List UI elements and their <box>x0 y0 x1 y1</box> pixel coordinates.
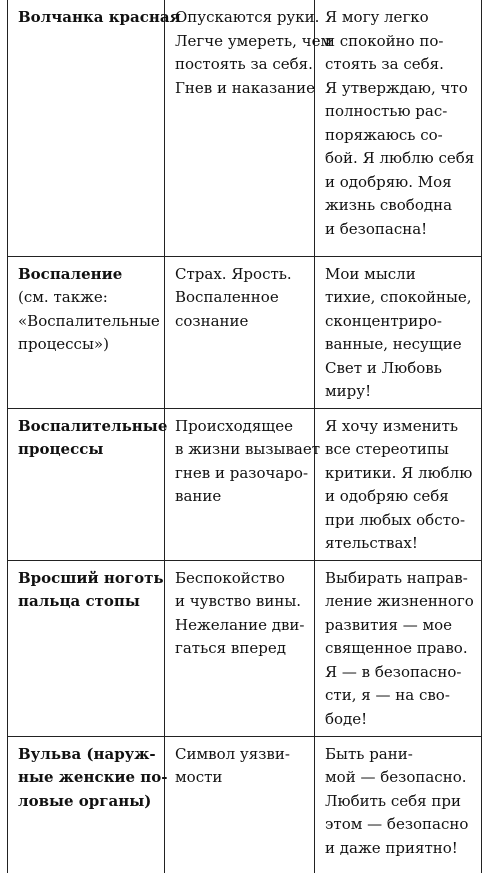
cause-text: Нежелание дви- <box>175 615 305 634</box>
affirmation-text: священное право. <box>325 639 468 657</box>
cause-cell <box>165 256 315 408</box>
cause-cell <box>165 560 315 736</box>
cause-text: мости <box>175 768 223 786</box>
affirmation-cell <box>315 0 482 256</box>
affirmation-text: и даже приятно! <box>325 838 458 857</box>
cause-text: гнев и разочаро- <box>175 463 309 482</box>
affirmation-text: Я — в безопасно- <box>325 662 462 681</box>
table-row <box>8 256 482 408</box>
term-text: ловые органы) <box>18 791 152 810</box>
term-text: процессы <box>18 440 104 458</box>
table-row <box>8 560 482 736</box>
term-text: Волчанка красная <box>18 8 181 26</box>
term-text: Вульва (наруж- <box>18 744 156 763</box>
term-text: Вросший ноготь <box>18 568 164 587</box>
term-text: Воспаление <box>18 264 123 283</box>
cause-text: постоять за себя. <box>175 55 313 73</box>
table-row <box>8 0 482 256</box>
affirmation-text: Свет и Любовь <box>325 358 442 377</box>
cause-text: и чувство вины. <box>175 592 302 610</box>
term-cell <box>8 0 181 256</box>
affirmation-cell <box>315 408 482 560</box>
term-text: пальца стопы <box>18 592 140 610</box>
cause-text: гаться вперед <box>175 639 286 657</box>
term-cell <box>8 560 165 736</box>
affirmation-text: этом — безопасно <box>325 815 469 833</box>
term-note: (см. также: <box>18 288 108 306</box>
term-text: Воспалительные <box>18 416 168 435</box>
affirmation-text: Быть рани- <box>325 744 413 763</box>
affirmation-text: ление жизненного <box>325 592 474 610</box>
table-row <box>8 408 482 560</box>
cause-text: Страх. Ярость. <box>175 264 292 283</box>
affirmation-text: тихие, спокойные, <box>325 288 472 306</box>
affirmation-text: Выбирать направ- <box>325 568 468 587</box>
affirmation-text: Любить себя при <box>325 791 461 810</box>
affirmation-text: боде! <box>325 709 368 728</box>
affirmation-text: и безопасна! <box>325 219 428 238</box>
affirmation-text: Я могу легко <box>325 8 429 26</box>
table-body <box>8 0 482 873</box>
cause-text: Беспокойство <box>175 568 285 587</box>
affirmation-text: Я утверждаю, что <box>325 78 468 97</box>
term-cell <box>8 256 165 408</box>
affirmation-text: Мои мысли <box>325 264 416 283</box>
cause-cell <box>165 408 321 560</box>
cause-text: Происходящее <box>175 416 294 435</box>
affirmation-cell <box>315 736 482 873</box>
affirmation-text: стоять за себя. <box>325 55 444 73</box>
term-cell <box>8 408 168 560</box>
affirmation-text: бой. Я люблю себя <box>325 149 475 167</box>
cause-cell <box>165 736 315 873</box>
affirmation-text: сконцентриро- <box>325 311 442 330</box>
affirmation-text: и спокойно по- <box>325 31 444 50</box>
affirmation-text: ятельствах! <box>325 534 418 552</box>
affirmation-text: полностью рас- <box>325 102 448 120</box>
affirmation-text: и одобряю себя <box>325 487 449 505</box>
affirmation-text: миру! <box>325 382 372 400</box>
cause-text: Опускаются руки. <box>175 8 320 26</box>
affirmation-text: мой — безопасно. <box>325 768 467 786</box>
cause-text: в жизни вызывает <box>175 440 321 458</box>
affirmation-text: ванные, несущие <box>325 335 462 353</box>
affirmation-text: и одобряю. Моя <box>325 172 452 191</box>
term-text: ные женские по- <box>18 768 168 786</box>
cause-text: вание <box>175 487 222 505</box>
affirmation-text: поряжаюсь со- <box>325 125 443 144</box>
cause-text: Символ уязви- <box>175 744 290 763</box>
affirmation-text: жизнь свободна <box>325 196 453 214</box>
cause-cell <box>165 0 333 256</box>
affirmation-text: все стереотипы <box>325 440 449 458</box>
cause-text: Воспаленное <box>175 288 279 306</box>
affirmation-cell <box>315 256 482 408</box>
term-note: процессы») <box>18 335 109 353</box>
symptom-table <box>7 0 482 873</box>
affirmation-text: при любых обсто- <box>325 510 466 529</box>
affirmation-text: критики. Я люблю <box>325 463 473 482</box>
term-cell <box>8 736 168 873</box>
cause-text: Легче умереть, чем <box>175 31 333 50</box>
table-row <box>8 736 482 873</box>
affirmation-text: Я хочу изменить <box>325 416 459 435</box>
cause-text: сознание <box>175 311 249 330</box>
term-note: «Воспалительные <box>18 311 160 330</box>
affirmation-text: сти, я — на сво- <box>325 686 450 704</box>
cause-text: Гнев и наказание <box>175 78 316 97</box>
affirmation-text: развития — мое <box>325 615 453 634</box>
affirmation-cell <box>315 560 482 736</box>
